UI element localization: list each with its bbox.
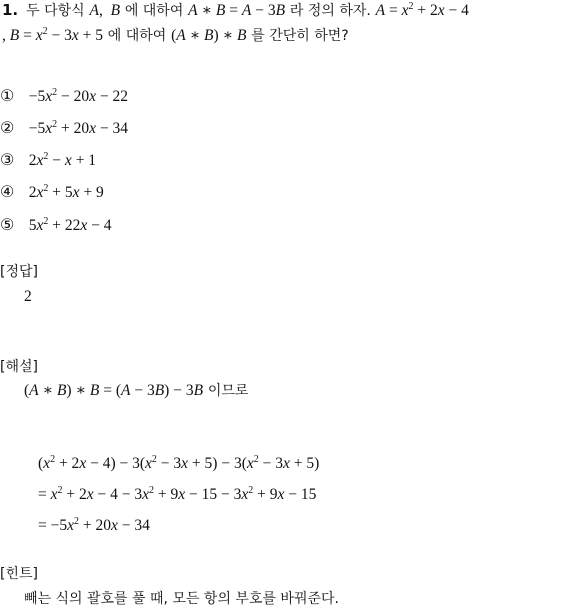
choice-expression: $-5x^2 + 20x - 34$	[28, 119, 129, 137]
derivation-step-3: = $-5x^2 + 20x - 34$	[38, 516, 150, 534]
choice-expression: $2x^2 + 5x + 9$	[28, 183, 104, 201]
math-expression: A ∗ B = A − 3B	[188, 2, 286, 19]
explanation-label: [해설]	[0, 359, 38, 375]
question-line-2: , $B = x^2 - 3x + 5$ 에 대하여 (A ∗ B) ∗ B 를 간단히 하면?	[2, 26, 349, 44]
derivation-step-2: = $x^2 + 2x - 4 - 3x^2 + 9x - 15 - 3x^2 + 9x - 15$	[38, 485, 317, 503]
choice-5[interactable]	[0, 215, 112, 236]
choice-3[interactable]	[0, 150, 96, 171]
answer-value: 2	[24, 288, 32, 305]
question-number: 1.	[2, 1, 19, 19]
choice-expression: $-5x^2 - 20x - 22$	[28, 87, 129, 105]
choice-expression: $2x^2 - x + 1$	[28, 151, 97, 169]
math-expression: $A = x^2 + 2x - 4$	[375, 1, 469, 19]
math-expression: (A ∗ B) ∗ B	[171, 27, 247, 44]
explanation-line: (A ∗ B) ∗ B = (A − 3B) − 3B 이므로	[24, 382, 249, 399]
question-line-1: 1. 두 다항식 A, B 에 대하여 A ∗ B = A − 3B 라 정의 하자. $A = x^2 + 2x - 4$	[2, 1, 469, 19]
choice-2[interactable]	[0, 118, 128, 139]
choice-mark: ②	[0, 118, 15, 137]
hint-label: [힌트]	[0, 566, 38, 582]
choice-4[interactable]	[0, 182, 104, 203]
choice-1[interactable]	[0, 86, 128, 107]
math-expression: (A ∗ B) ∗ B = (A − 3B) − 3B	[24, 382, 204, 399]
math-expression: , $B = x^2 - 3x + 5$	[2, 26, 103, 44]
choice-mark: ①	[0, 86, 15, 105]
hint-text: 빼는 식의 괄호를 풀 때, 모든 항의 부호를 바꿔준다.	[24, 591, 339, 607]
math-expression: A, B	[89, 2, 121, 19]
choice-mark: ⑤	[0, 215, 15, 234]
derivation-step-1: $(x^2 + 2x - 4) - 3(x^2 - 3x + 5) - 3(x^2 - 3x + 5)$	[38, 454, 320, 472]
answer-label: [정답]	[0, 264, 38, 280]
choice-mark: ④	[0, 182, 15, 201]
choice-expression: $5x^2 + 22x - 4$	[28, 216, 112, 234]
choice-mark: ③	[0, 150, 15, 169]
